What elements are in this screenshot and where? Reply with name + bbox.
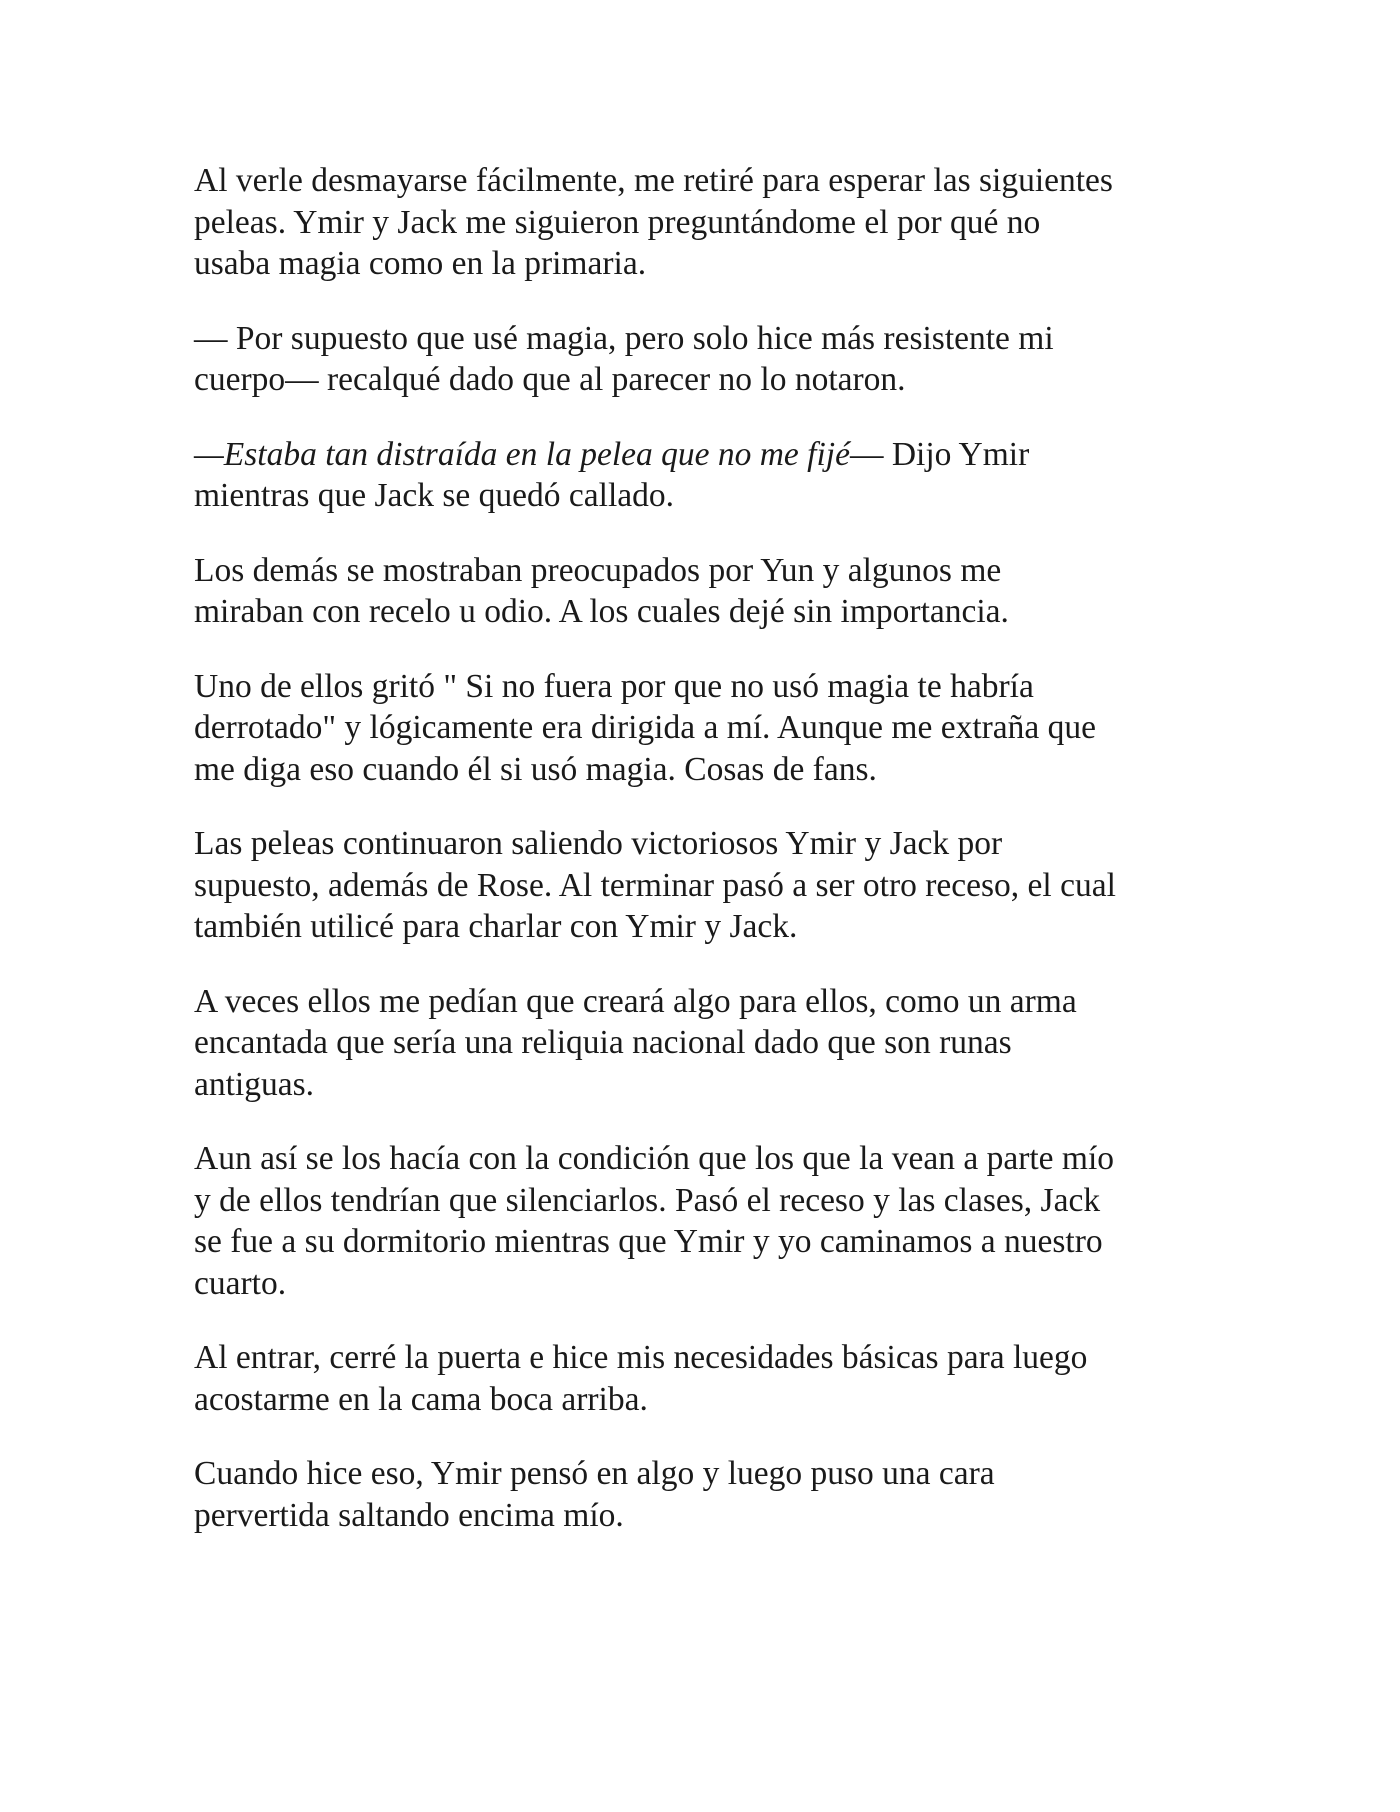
paragraph xyxy=(194,981,1224,1106)
paragraph xyxy=(194,1138,1224,1304)
body-text xyxy=(194,160,1224,1569)
paragraph xyxy=(194,666,1224,791)
paragraph xyxy=(194,823,1224,948)
text-line: Al entrar, cerré la puerta e hice mis necesidades básicas para luego xyxy=(194,1339,1088,1376)
text-line: se fue a su dormitorio mientras que Ymir y yo caminamos a nuestro xyxy=(194,1223,1103,1260)
italic-dialogue: —Estaba tan distraída en la pelea que no me fijé xyxy=(194,435,850,473)
text-line xyxy=(194,434,1224,476)
paragraph xyxy=(194,550,1224,633)
paragraph xyxy=(194,160,1224,285)
text-line: Los demás se mostraban preocupados por Yun y algunos me xyxy=(194,551,1002,589)
text-line: usaba magia como en la primaria. xyxy=(194,245,647,282)
text-line: supuesto, además de Rose. Al terminar pasó a ser otro receso, el cual xyxy=(194,866,1116,904)
text-line: Las peleas continuaron saliendo victoriosos Ymir y Jack por xyxy=(194,825,1003,862)
text-line: Cuando hice eso, Ymir pensó en algo y luego puso una cara xyxy=(194,1455,995,1492)
text-line: pervertida saltando encima mío. xyxy=(194,1496,624,1534)
text-line: Uno de ellos gritó " Si no fuera por que no usó magia te habría xyxy=(194,667,1034,705)
text-line: antiguas. xyxy=(194,1065,315,1103)
text-line: peleas. Ymir y Jack me siguieron preguntándome el por qué no xyxy=(194,203,1041,241)
text-line: encantada que sería una reliquia nacional dado que son runas xyxy=(194,1024,1012,1061)
text-line: y de ellos tendrían que silenciarlos. Pasó el receso y las clases, Jack xyxy=(194,1181,1101,1219)
paragraph xyxy=(194,318,1224,401)
text-line: cuerpo— recalqué dado que al parecer no lo notaron. xyxy=(194,361,906,398)
text-line: Al verle desmayarse fácilmente, me retiré para esperar las siguientes xyxy=(194,162,1113,199)
text-line: miraban con recelo u odio. A los cuales dejé sin importancia. xyxy=(194,593,1009,630)
text-line: cuarto. xyxy=(194,1264,287,1302)
text-line: A veces ellos me pedían que creará algo para ellos, como un arma xyxy=(194,982,1077,1020)
dialogue-tag: — Dijo Ymir xyxy=(849,435,1030,473)
text-line: mientras que Jack se quedó callado. xyxy=(194,477,674,514)
paragraph xyxy=(194,434,1224,517)
text-line: acostarme en la cama boca arriba. xyxy=(194,1380,648,1418)
text-line: también utilicé para charlar con Ymir y Jack. xyxy=(194,908,798,945)
text-line: Aun así se los hacía con la condición que los que la vean a parte mío xyxy=(194,1140,1115,1177)
text-line: me diga eso cuando él si usó magia. Cosas de fans. xyxy=(194,750,877,788)
paragraph xyxy=(194,1453,1224,1536)
text-line: derrotado" y lógicamente era dirigida a mí. Aunque me extraña que xyxy=(194,709,1097,746)
text-line: — Por supuesto que usé magia, pero solo hice más resistente mi xyxy=(194,319,1054,357)
paragraph xyxy=(194,1337,1224,1420)
